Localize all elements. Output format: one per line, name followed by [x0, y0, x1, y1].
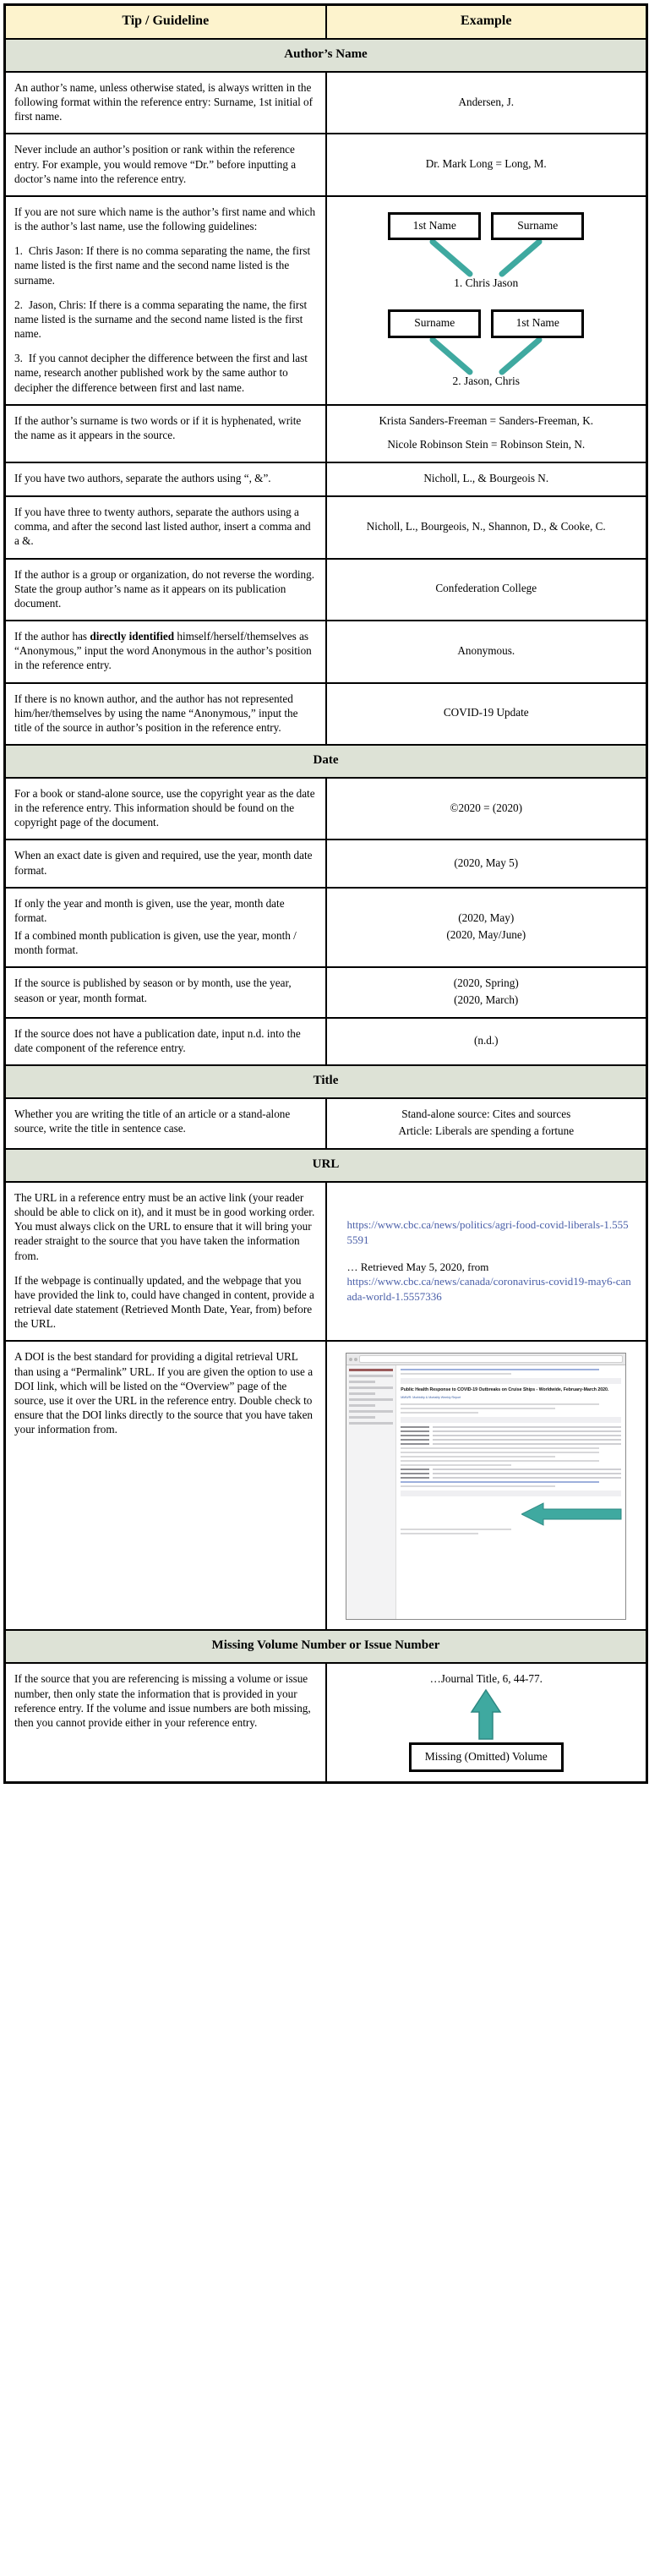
table-row [5, 462, 647, 496]
table-row [5, 967, 647, 1018]
sidebar-line [349, 1398, 393, 1401]
sidebar-line [349, 1410, 393, 1413]
tip-text: When an exact date is given and required, use the year, month date format. [14, 849, 313, 877]
example-text: (2020, Spring) [453, 976, 519, 990]
tip-text: If the source does not have a publication date, input n.d. into the date component of the reference entry. [14, 1027, 301, 1055]
content-band [401, 1490, 621, 1496]
field-key [401, 1435, 429, 1436]
example-cell [326, 621, 647, 682]
tip-text: If the author has directly identified himself/herself/themselves as “Anonymous,” input the word Anonymous in the author’s position in the reference entry. [14, 630, 312, 672]
record-title: Public Health Response to COVID-19 Outbreaks on Cruise Ships - Worldwide, February-March 2020. [401, 1387, 609, 1393]
tip-numbered-label: 3. [14, 352, 23, 365]
url-link-2[interactable]: https://www.cbc.ca/news/canada/coronavirus-covid19-may6-canada-world-1.5557336 [346, 1274, 631, 1303]
tip-numbered-item [14, 351, 317, 394]
table-row [5, 1098, 647, 1149]
tip-cell [5, 462, 326, 496]
tip-text: Never include an author’s position or rank within the reference entry. For example, you would remove “Dr.” before inputting a doctor’s name into the reference entry. [14, 143, 297, 185]
field-key [401, 1477, 429, 1479]
content-line [401, 1460, 599, 1462]
tip-numbered-label: 2. [14, 298, 23, 311]
section-row-url [5, 1149, 647, 1182]
content-band [401, 1417, 621, 1423]
diagram-box-first-name: 1st Name [388, 212, 481, 240]
example-cell [326, 134, 647, 195]
sidebar-line [349, 1381, 375, 1383]
tip-text: If the source is published by season or by month, use the year, season or year, month format. [14, 976, 292, 1004]
diagram-box-first-name: 1st Name [491, 309, 584, 337]
column-header-example: Example [326, 5, 647, 40]
tip-text: An author’s name, unless otherwise stated, is always written in the following format within the reference entry: Surname, 1st initial of first name. [14, 81, 314, 123]
record-field-row [401, 1477, 621, 1479]
database-record-screenshot [346, 1353, 626, 1620]
example-cell [326, 559, 647, 621]
diagram-box-surname: Surname [388, 309, 481, 337]
field-key [401, 1439, 429, 1441]
field-key [401, 1430, 429, 1432]
tip-cell [5, 840, 326, 887]
record-field-row [401, 1439, 621, 1441]
teal-arrow-up-icon [469, 1688, 503, 1741]
diagram-group-2-arrows [335, 338, 638, 377]
record-field-row [401, 1468, 621, 1470]
field-value [433, 1435, 621, 1436]
content-line [401, 1447, 599, 1449]
example-cell [326, 1018, 647, 1065]
browser-address-bar [359, 1355, 623, 1363]
url-link-1[interactable]: https://www.cbc.ca/news/politics/agri-food-covid-liberals-1.5555591 [346, 1217, 629, 1246]
example-text: Nicholl, L., & Bourgeois N. [423, 472, 549, 485]
example-text: Confederation College [435, 582, 537, 595]
tip-cell [5, 967, 326, 1018]
tip-numbered-text: Chris Jason: If there is no comma separating the name, the first name listed is the first name and the second name listed is the surname. [14, 244, 311, 287]
citation-example: …Journal Title, 6, 44-77. [429, 1672, 543, 1686]
url-line-2 [347, 1260, 633, 1304]
field-value [433, 1473, 621, 1474]
guide-table [3, 3, 648, 1784]
tip-cell [5, 778, 326, 840]
content-line [401, 1369, 599, 1370]
tip-cell [5, 621, 326, 682]
tip-text: If you are not sure which name is the author’s first name and which is the author’s last name, use the following guidelines: [14, 205, 316, 233]
content-line [401, 1408, 555, 1409]
tip-cell [5, 1341, 326, 1630]
tip-text: If you have two authors, separate the authors using “, &”. [14, 472, 271, 485]
tip-text: If the author’s surname is two words or if it is hyphenated, write the name as it appears in the source. [14, 413, 302, 441]
sidebar-line [349, 1369, 393, 1371]
tip-text: If a combined month publication is given, use the year, month / month format. [14, 929, 297, 957]
section-row-title [5, 1065, 647, 1098]
section-title-title: Title [5, 1065, 647, 1098]
field-value [433, 1443, 621, 1445]
field-key [401, 1426, 429, 1428]
field-key [401, 1468, 429, 1470]
record-field-row [401, 1443, 621, 1445]
tip-cell [5, 1663, 326, 1783]
example-cell [326, 1341, 647, 1630]
content-line [401, 1485, 555, 1487]
field-value [433, 1468, 621, 1470]
field-value [433, 1477, 621, 1479]
column-header-tip: Tip / Guideline [5, 5, 326, 40]
section-row-authors-name [5, 39, 647, 72]
name-order-diagram [335, 205, 638, 394]
content-line [401, 1403, 599, 1405]
diagram-spacer [335, 291, 638, 309]
sidebar-line [349, 1416, 375, 1419]
tip-cell [5, 72, 326, 134]
example-text: (2020, May/June) [446, 928, 526, 942]
tip-numbered-text: Jason, Chris: If there is a comma separating the name, the first name listed is the surname and the second name listed is the first name. [14, 298, 308, 341]
sidebar-line [349, 1386, 393, 1389]
field-key [401, 1443, 429, 1445]
browser-dot-icon [349, 1358, 352, 1361]
section-title-missing-volume: Missing Volume Number or Issue Number [5, 1630, 647, 1663]
example-cell [326, 405, 647, 463]
section-row-date [5, 745, 647, 778]
example-cell [326, 967, 647, 1018]
record-field-row [401, 1430, 621, 1432]
tip-cell [5, 1182, 326, 1341]
diagram-group-1-arrows [335, 240, 638, 279]
example-cell [326, 888, 647, 968]
tip-cell [5, 1018, 326, 1065]
up-arrow-wrap [335, 1688, 638, 1741]
content-line [401, 1464, 511, 1466]
table-row [5, 1663, 647, 1783]
content-line [401, 1373, 511, 1375]
example-text: Anonymous. [457, 643, 515, 657]
tip-text: Whether you are writing the title of an article or a stand-alone source, write the title in sentence case. [14, 1108, 291, 1135]
content-band [401, 1378, 621, 1384]
example-cell [326, 1182, 647, 1341]
sidebar-line [349, 1375, 393, 1377]
field-value [433, 1439, 621, 1441]
example-text: COVID-19 Update [443, 706, 529, 719]
doi-callout-arrow-zone [401, 1500, 621, 1529]
table-row [5, 72, 647, 134]
content-line [401, 1456, 555, 1458]
example-text: Article: Liberals are spending a fortune [398, 1124, 575, 1138]
browser-dot-icon [354, 1358, 357, 1361]
example-cell [326, 1663, 647, 1783]
tip-numbered-item [14, 298, 317, 341]
screenshot-browser-toolbar [346, 1354, 625, 1365]
example-text: Nicholl, L., Bourgeois, N., Shannon, D., & Cooke, C. [366, 519, 606, 533]
table-row [5, 1341, 647, 1630]
tip-cell [5, 1098, 326, 1149]
tip-numbered-item [14, 243, 317, 287]
table-row [5, 134, 647, 195]
example-text: Andersen, J. [458, 95, 515, 108]
sidebar-line [349, 1422, 393, 1425]
doi-link-line [401, 1481, 599, 1483]
table-row [5, 778, 647, 840]
missing-volume-example [335, 1671, 638, 1772]
screenshot-sidebar [346, 1365, 396, 1619]
table-row [5, 621, 647, 682]
field-value [433, 1426, 621, 1428]
tip-text: The URL in a reference entry must be an active link (your reader should be able to click on it), and it must be in good working order. You must always click on the URL to ensure that it will bring your reader straight to the source that you have taken the information from. [14, 1190, 315, 1262]
teal-arrow-icon [521, 1501, 623, 1530]
tip-cell [5, 405, 326, 463]
record-field-row [401, 1426, 621, 1428]
example-cell [326, 72, 647, 134]
example-cell [326, 196, 647, 405]
diagram-group-2-boxes [335, 309, 638, 337]
tip-numbered-text: If you cannot decipher the difference between the first and last name, research another published work by the same author to decipher the difference between first and last name. [14, 352, 308, 394]
retrieved-date-text: … Retrieved May 5, 2020, from [346, 1260, 489, 1273]
sidebar-line [349, 1404, 375, 1407]
record-source: MMWR: Morbidity & Mortality Weekly Report [401, 1395, 461, 1399]
tip-cell [5, 888, 326, 968]
record-field-row [401, 1435, 621, 1436]
section-title-url: URL [5, 1149, 647, 1182]
missing-volume-label-wrap [335, 1742, 638, 1772]
content-line [401, 1529, 511, 1530]
tip-text: If you have three to twenty authors, separate the authors using a comma, and after the second last listed author, insert a comma and a &. [14, 506, 311, 548]
table-row [5, 196, 647, 405]
diagram-caption-1: 1. Chris Jason [454, 276, 519, 290]
tip-cell [5, 196, 326, 405]
example-text: ©2020 = (2020) [450, 801, 523, 814]
example-text: (2020, May) [458, 911, 515, 925]
url-line-1 [347, 1217, 633, 1248]
example-text: (n.d.) [473, 1034, 499, 1047]
table-header-row [5, 5, 647, 40]
url-examples [335, 1217, 638, 1304]
screenshot-main-content [396, 1365, 625, 1619]
example-cell [326, 683, 647, 745]
example-text: (2020, March) [454, 993, 519, 1007]
content-line [401, 1533, 477, 1534]
table-row [5, 496, 647, 558]
table-row [5, 1182, 647, 1341]
sidebar-line [349, 1392, 375, 1395]
example-cell [326, 462, 647, 496]
tip-text: For a book or stand-alone source, use the copyright year as the date in the reference entry. This information should be found on the copyright page of the document. [14, 786, 315, 829]
screenshot-body [346, 1365, 625, 1619]
section-title-authors-name: Author’s Name [5, 39, 647, 72]
tip-text: If only the year and month is given, use the year, month date format. [14, 896, 285, 924]
tip-cell [5, 134, 326, 195]
example-cell [326, 1098, 647, 1149]
diagram-box-surname: Surname [491, 212, 584, 240]
table-row [5, 559, 647, 621]
content-line [401, 1452, 599, 1453]
tip-cell [5, 496, 326, 558]
content-line [401, 1412, 477, 1414]
table-row [5, 683, 647, 745]
record-field-row [401, 1473, 621, 1474]
field-key [401, 1473, 429, 1474]
tip-text: If the webpage is continually updated, and the webpage that you have provided the link to, could have changed in content, provide a retrieval date statement (Retrieved Month Date, Year, from) before the URL. [14, 1273, 314, 1331]
tip-numbered-label: 1. [14, 244, 23, 258]
table-row [5, 888, 647, 968]
example-text: Nicole Robinson Stein = Robinson Stein, N. [387, 438, 586, 451]
example-text: Stand-alone source: Cites and sources [401, 1108, 571, 1121]
tip-text: If the source that you are referencing is missing a volume or issue number, then only state the information that is provided in your reference entry. If the volume and issue numbers are both missing, then you cannot provide either in your reference entry. [14, 1672, 311, 1729]
example-text: Krista Sanders-Freeman = Sanders-Freeman, K. [379, 413, 594, 427]
example-text: (2020, May 5) [454, 856, 519, 869]
section-title-date: Date [5, 745, 647, 778]
field-value [433, 1430, 621, 1432]
diagram-caption-2: 2. Jason, Chris [452, 374, 520, 387]
table-row [5, 840, 647, 887]
diagram-group-1-boxes [335, 212, 638, 240]
table-row [5, 405, 647, 463]
example-cell [326, 778, 647, 840]
table-row [5, 1018, 647, 1065]
section-row-missing-volume [5, 1630, 647, 1663]
example-text: Dr. Mark Long = Long, M. [425, 157, 547, 171]
example-cell [326, 496, 647, 558]
tip-text: A DOI is the best standard for providing a digital retrieval URL than using a “Permalink” URL. If you are given the option to use a DOI link, which will be listed on the “Overview” page of the source, use it over the URL in the reference entry. Double check to ensure that the DOI links directly to the source that you have taken your information from. [14, 1350, 314, 1436]
tip-cell [5, 559, 326, 621]
missing-volume-label: Missing (Omitted) Volume [409, 1742, 564, 1772]
tip-text: If the author is a group or organization, do not reverse the wording. State the group author’s name as it appears on its publication document. [14, 567, 314, 610]
tip-cell [5, 683, 326, 745]
tip-text: If there is no known author, and the author has not represented him/her/themselves by using the name “Anonymous,” input the title of the source in author’s position in the reference entry. [14, 692, 298, 734]
example-cell [326, 840, 647, 887]
